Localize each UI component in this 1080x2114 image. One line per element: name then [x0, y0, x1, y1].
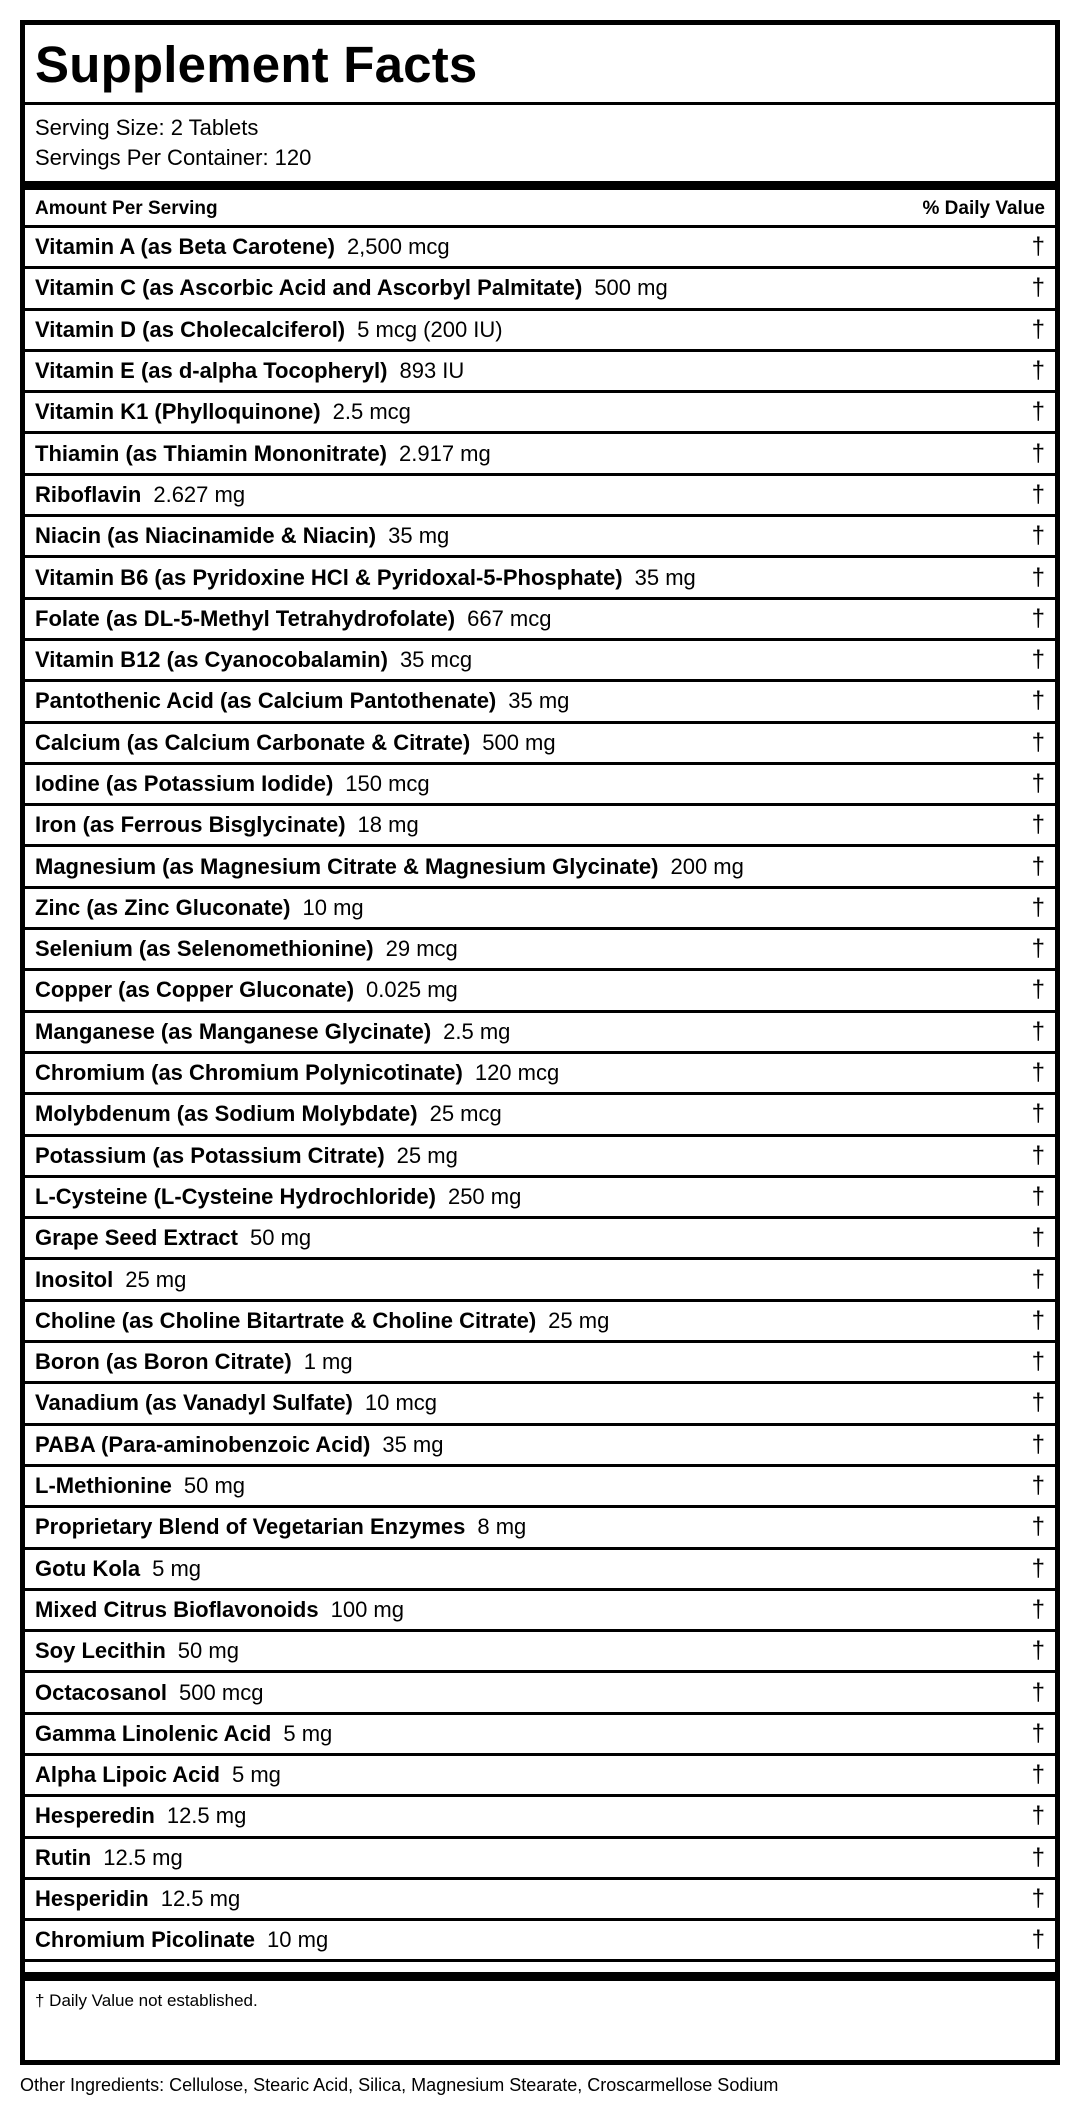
- ingredient-row: [25, 1426, 1055, 1467]
- ingredient-amount: 10 mcg: [364, 1390, 438, 1416]
- ingredient-amount: 500 mg: [594, 275, 668, 301]
- ingredient-cell: [35, 936, 458, 962]
- ingredient-row: [25, 517, 1055, 558]
- daily-value-mark: †: [1031, 1059, 1045, 1087]
- ingredient-name: Pantothenic Acid (as Calcium Pantothenate): [35, 688, 497, 714]
- ingredient-row: [25, 889, 1055, 930]
- daily-value-mark: †: [1031, 563, 1045, 591]
- ingredient-name: L-Methionine: [35, 1473, 172, 1499]
- ingredient-cell: [35, 1680, 263, 1706]
- ingredient-amount: 500 mcg: [179, 1679, 264, 1705]
- daily-value-mark: †: [1031, 274, 1045, 302]
- ingredient-name: Soy Lecithin: [35, 1638, 166, 1664]
- ingredient-cell: [35, 523, 449, 549]
- ingredient-name: Vitamin A (as Beta Carotene): [35, 234, 335, 260]
- daily-value-mark: †: [1031, 398, 1045, 426]
- ingredient-name: L-Cysteine (L-Cysteine Hydrochloride): [35, 1183, 436, 1209]
- ingredient-row: [25, 641, 1055, 682]
- ingredient-amount: 5 mg: [152, 1555, 202, 1581]
- ingredient-name: Molybdenum (as Sodium Molybdate): [35, 1101, 418, 1127]
- ingredient-row: [25, 682, 1055, 723]
- ingredient-cell: [35, 1473, 245, 1499]
- ingredient-amount: 2.917 mg: [399, 440, 491, 466]
- ingredient-row: [25, 1095, 1055, 1136]
- ingredient-row: [25, 558, 1055, 599]
- daily-value-mark: †: [1031, 811, 1045, 839]
- ingredient-amount: 2,500 mcg: [346, 234, 450, 260]
- ingredient-amount: 50 mg: [249, 1225, 312, 1251]
- daily-value-mark: †: [1031, 893, 1045, 921]
- ingredient-cell: [35, 1514, 526, 1540]
- ingredient-row: [25, 1302, 1055, 1343]
- panel-title: Supplement Facts: [25, 25, 1055, 105]
- ingredient-list: [25, 228, 1055, 1962]
- ingredient-amount: 35 mg: [382, 1431, 444, 1457]
- ingredient-name: Vitamin C (as Ascorbic Acid and Ascorbyl Palmitate): [35, 275, 583, 301]
- daily-value-mark: †: [1031, 1100, 1045, 1128]
- daily-value-mark: †: [1031, 728, 1045, 756]
- ingredient-row: [25, 1260, 1055, 1301]
- ingredient-cell: [35, 854, 744, 880]
- ingredient-row: [25, 1591, 1055, 1632]
- ingredient-name: Choline (as Choline Bitartrate & Choline Citrate): [35, 1307, 537, 1333]
- daily-value-mark: †: [1031, 1472, 1045, 1500]
- daily-value-mark: †: [1031, 1265, 1045, 1293]
- ingredient-row: [25, 1921, 1055, 1962]
- thick-divider-bottom: [25, 1972, 1055, 1981]
- ingredient-name: Gotu Kola: [35, 1555, 141, 1581]
- supplement-facts-panel: [20, 20, 1060, 2065]
- ingredient-row: [25, 1178, 1055, 1219]
- daily-value-mark: †: [1031, 439, 1045, 467]
- daily-value-mark: †: [1031, 1595, 1045, 1623]
- ingredient-amount: 25 mcg: [429, 1101, 502, 1127]
- ingredient-name: Proprietary Blend of Vegetarian Enzymes: [35, 1514, 466, 1540]
- ingredient-row: [25, 1550, 1055, 1591]
- ingredient-row: [25, 1715, 1055, 1756]
- footnote: † Daily Value not established.: [35, 1991, 258, 2011]
- ingredient-name: Iron (as Ferrous Bisglycinate): [35, 812, 346, 838]
- ingredient-cell: [35, 1886, 240, 1912]
- ingredient-name: Niacin (as Niacinamide & Niacin): [35, 523, 377, 549]
- ingredient-cell: [35, 1184, 521, 1210]
- ingredient-amount: 18 mg: [357, 812, 419, 838]
- ingredient-name: Chromium Picolinate: [35, 1927, 256, 1953]
- ingredient-cell: [35, 1349, 353, 1375]
- ingredient-amount: 500 mg: [482, 729, 556, 755]
- ingredient-name: Hesperedin: [35, 1803, 155, 1829]
- ingredient-row: [25, 311, 1055, 352]
- daily-value-mark: †: [1031, 1926, 1045, 1954]
- ingredient-cell: [35, 647, 472, 673]
- ingredient-row: [25, 1880, 1055, 1921]
- ingredient-name: Folate (as DL-5-Methyl Tetrahydrofolate): [35, 605, 456, 631]
- ingredient-amount: 250 mg: [447, 1183, 522, 1209]
- ingredient-name: Chromium (as Chromium Polynicotinate): [35, 1060, 463, 1086]
- ingredient-name: PABA (Para-aminobenzoic Acid): [35, 1431, 371, 1457]
- ingredient-cell: [35, 730, 556, 756]
- ingredient-amount: 35 mcg: [399, 647, 473, 673]
- ingredient-name: Potassium (as Potassium Citrate): [35, 1142, 385, 1168]
- daily-value-mark: †: [1031, 770, 1045, 797]
- ingredient-amount: 35 mg: [388, 523, 450, 549]
- ingredient-row: [25, 1673, 1055, 1714]
- daily-value-mark: †: [1031, 357, 1045, 385]
- daily-value-mark: †: [1031, 1389, 1045, 1417]
- ingredient-name: Vitamin B12 (as Cyanocobalamin): [35, 647, 388, 673]
- ingredient-amount: 10 mg: [267, 1927, 329, 1953]
- ingredient-amount: 50 mg: [177, 1638, 239, 1664]
- ingredient-amount: 25 mg: [396, 1142, 458, 1168]
- ingredient-name: Thiamin (as Thiamin Mononitrate): [35, 440, 388, 466]
- ingredient-amount: 25 mg: [548, 1307, 610, 1333]
- ingredient-cell: [35, 1225, 311, 1251]
- daily-value-header: % Daily Value: [922, 197, 1045, 219]
- ingredient-name: Boron (as Boron Citrate): [35, 1349, 292, 1375]
- ingredient-name: Inositol: [35, 1266, 114, 1292]
- ingredient-cell: [35, 1845, 183, 1871]
- ingredient-cell: [35, 1019, 510, 1045]
- daily-value-mark: †: [1031, 976, 1045, 1004]
- daily-value-mark: †: [1031, 1224, 1045, 1252]
- ingredient-amount: 35 mg: [634, 564, 696, 590]
- ingredient-name: Zinc (as Zinc Gluconate): [35, 894, 291, 920]
- serving-size: Serving Size: 2 Tablets: [35, 115, 259, 140]
- ingredient-amount: 50 mg: [183, 1473, 246, 1499]
- ingredient-cell: [35, 441, 491, 467]
- serving-info: [25, 105, 1055, 181]
- ingredient-amount: 2.5 mcg: [332, 399, 411, 425]
- ingredient-cell: [35, 317, 503, 343]
- ingredient-amount: 10 mg: [302, 894, 364, 920]
- ingredient-name: Vitamin E (as d-alpha Tocopheryl): [35, 358, 388, 384]
- ingredient-row: [25, 1137, 1055, 1178]
- ingredient-row: [25, 600, 1055, 641]
- ingredient-cell: [35, 1927, 328, 1953]
- ingredient-name: Grape Seed Extract: [35, 1225, 238, 1251]
- ingredient-name: Copper (as Copper Gluconate): [35, 977, 355, 1003]
- ingredient-name: Vitamin K1 (Phylloquinone): [35, 399, 321, 425]
- ingredient-cell: [35, 1060, 559, 1086]
- ingredient-amount: 29 mcg: [385, 936, 458, 962]
- ingredient-amount: 12.5 mg: [166, 1803, 247, 1829]
- ingredient-row: [25, 1797, 1055, 1838]
- ingredient-name: Vitamin D (as Cholecalciferol): [35, 316, 346, 342]
- daily-value-mark: †: [1031, 1513, 1045, 1541]
- daily-value-mark: †: [1031, 852, 1045, 880]
- ingredient-name: Alpha Lipoic Acid: [35, 1762, 220, 1788]
- ingredient-amount: 8 mg: [477, 1514, 527, 1540]
- daily-value-mark: †: [1031, 1306, 1045, 1334]
- ingredient-cell: [35, 1101, 502, 1127]
- ingredient-amount: 2.5 mg: [443, 1018, 511, 1044]
- column-header: [25, 190, 1055, 228]
- ingredient-row: [25, 847, 1055, 888]
- ingredient-cell: [35, 1556, 201, 1582]
- daily-value-mark: †: [1031, 233, 1045, 261]
- daily-value-mark: †: [1031, 1141, 1045, 1169]
- ingredient-name: Selenium (as Selenomethionine): [35, 936, 374, 962]
- ingredient-cell: [35, 771, 430, 797]
- ingredient-name: Gamma Linolenic Acid: [35, 1720, 272, 1746]
- ingredient-row: [25, 1384, 1055, 1425]
- ingredient-cell: [35, 1638, 239, 1664]
- ingredient-name: Calcium (as Calcium Carbonate & Citrate): [35, 729, 471, 755]
- ingredient-amount: 200 mg: [670, 853, 744, 879]
- ingredient-row: [25, 1839, 1055, 1880]
- ingredient-amount: 667 mcg: [467, 605, 552, 631]
- ingredient-cell: [35, 565, 696, 591]
- daily-value-mark: †: [1031, 1678, 1045, 1706]
- daily-value-mark: †: [1031, 1017, 1045, 1045]
- ingredient-cell: [35, 1762, 281, 1788]
- ingredient-name: Riboflavin: [35, 481, 142, 507]
- ingredient-amount: 5 mg: [231, 1762, 281, 1788]
- ingredient-cell: [35, 1597, 404, 1623]
- daily-value-mark: †: [1031, 1182, 1045, 1210]
- ingredient-name: Vitamin B6 (as Pyridoxine HCl & Pyridoxal-5-Phosphate): [35, 564, 623, 590]
- ingredient-cell: [35, 812, 419, 838]
- ingredient-cell: [35, 1803, 246, 1829]
- ingredient-name: Rutin: [35, 1844, 92, 1870]
- ingredient-amount: 1 mg: [303, 1349, 353, 1375]
- ingredient-amount: 12.5 mg: [160, 1886, 241, 1912]
- ingredient-amount: 150 mcg: [345, 771, 430, 796]
- daily-value-mark: †: [1031, 646, 1045, 674]
- ingredient-cell: [35, 895, 364, 921]
- daily-value-mark: †: [1031, 1843, 1045, 1871]
- ingredient-row: [25, 1219, 1055, 1260]
- daily-value-mark: †: [1031, 1637, 1045, 1665]
- ingredient-amount: 35 mg: [508, 688, 570, 714]
- ingredient-cell: [35, 688, 569, 714]
- ingredient-cell: [35, 1308, 609, 1334]
- ingredient-name: Magnesium (as Magnesium Citrate & Magnesium Glycinate): [35, 853, 659, 879]
- daily-value-mark: †: [1031, 1719, 1045, 1747]
- ingredient-cell: [35, 482, 245, 508]
- ingredient-cell: [35, 234, 450, 260]
- ingredient-amount: 12.5 mg: [103, 1844, 183, 1870]
- daily-value-mark: †: [1031, 315, 1045, 343]
- daily-value-mark: †: [1031, 1802, 1045, 1830]
- servings-per-container: Servings Per Container: 120: [35, 145, 312, 170]
- daily-value-mark: †: [1031, 1885, 1045, 1913]
- ingredient-row: [25, 1054, 1055, 1095]
- ingredient-cell: [35, 1432, 444, 1458]
- daily-value-mark: †: [1031, 604, 1045, 632]
- ingredient-row: [25, 765, 1055, 806]
- ingredient-amount: 2.627 mg: [153, 481, 246, 507]
- ingredient-row: [25, 352, 1055, 393]
- ingredient-row: [25, 971, 1055, 1012]
- ingredient-row: [25, 1467, 1055, 1508]
- ingredient-cell: [35, 1721, 332, 1747]
- ingredient-cell: [35, 1390, 437, 1416]
- daily-value-mark: †: [1031, 1761, 1045, 1789]
- ingredient-row: [25, 434, 1055, 475]
- daily-value-mark: †: [1031, 1430, 1045, 1458]
- ingredient-amount: 120 mcg: [474, 1060, 560, 1086]
- ingredient-row: [25, 269, 1055, 310]
- daily-value-mark: †: [1031, 687, 1045, 715]
- ingredient-name: Hesperidin: [35, 1886, 149, 1912]
- ingredient-row: [25, 1343, 1055, 1384]
- thick-divider: [25, 181, 1055, 190]
- ingredient-name: Octacosanol: [35, 1679, 168, 1705]
- ingredient-cell: [35, 1267, 186, 1293]
- ingredient-name: Vanadium (as Vanadyl Sulfate): [35, 1390, 353, 1416]
- ingredient-name: Iodine (as Potassium Iodide): [35, 771, 334, 796]
- ingredient-row: [25, 228, 1055, 269]
- ingredient-row: [25, 1013, 1055, 1054]
- ingredient-row: [25, 1756, 1055, 1797]
- daily-value-mark: †: [1031, 1348, 1045, 1376]
- ingredient-cell: [35, 399, 411, 425]
- ingredient-row: [25, 476, 1055, 517]
- ingredient-row: [25, 393, 1055, 434]
- daily-value-mark: †: [1031, 1554, 1045, 1582]
- ingredient-amount: 25 mg: [125, 1266, 187, 1292]
- ingredient-row: [25, 724, 1055, 765]
- ingredient-amount: 5 mg: [283, 1720, 333, 1746]
- ingredient-amount: 893 IU: [399, 358, 465, 384]
- ingredient-row: [25, 806, 1055, 847]
- ingredient-amount: 5 mcg (200 IU): [357, 316, 503, 342]
- ingredient-cell: [35, 1143, 458, 1169]
- daily-value-mark: †: [1031, 935, 1045, 963]
- ingredient-cell: [35, 358, 464, 384]
- amount-per-serving-header: Amount Per Serving: [35, 197, 218, 219]
- daily-value-mark: †: [1031, 522, 1045, 550]
- daily-value-mark: †: [1031, 480, 1045, 508]
- ingredient-cell: [35, 275, 668, 301]
- ingredient-name: Manganese (as Manganese Glycinate): [35, 1018, 432, 1044]
- ingredient-row: [25, 1632, 1055, 1673]
- ingredient-amount: 100 mg: [330, 1596, 404, 1622]
- ingredient-name: Mixed Citrus Bioflavonoids: [35, 1596, 319, 1622]
- ingredient-row: [25, 1508, 1055, 1549]
- ingredient-cell: [35, 606, 551, 632]
- other-ingredients: Other Ingredients: Cellulose, Stearic Acid, Silica, Magnesium Stearate, Croscarmellose Sodium: [20, 2075, 779, 2095]
- ingredient-row: [25, 930, 1055, 971]
- ingredient-cell: [35, 977, 458, 1003]
- ingredient-amount: 0.025 mg: [366, 977, 458, 1003]
